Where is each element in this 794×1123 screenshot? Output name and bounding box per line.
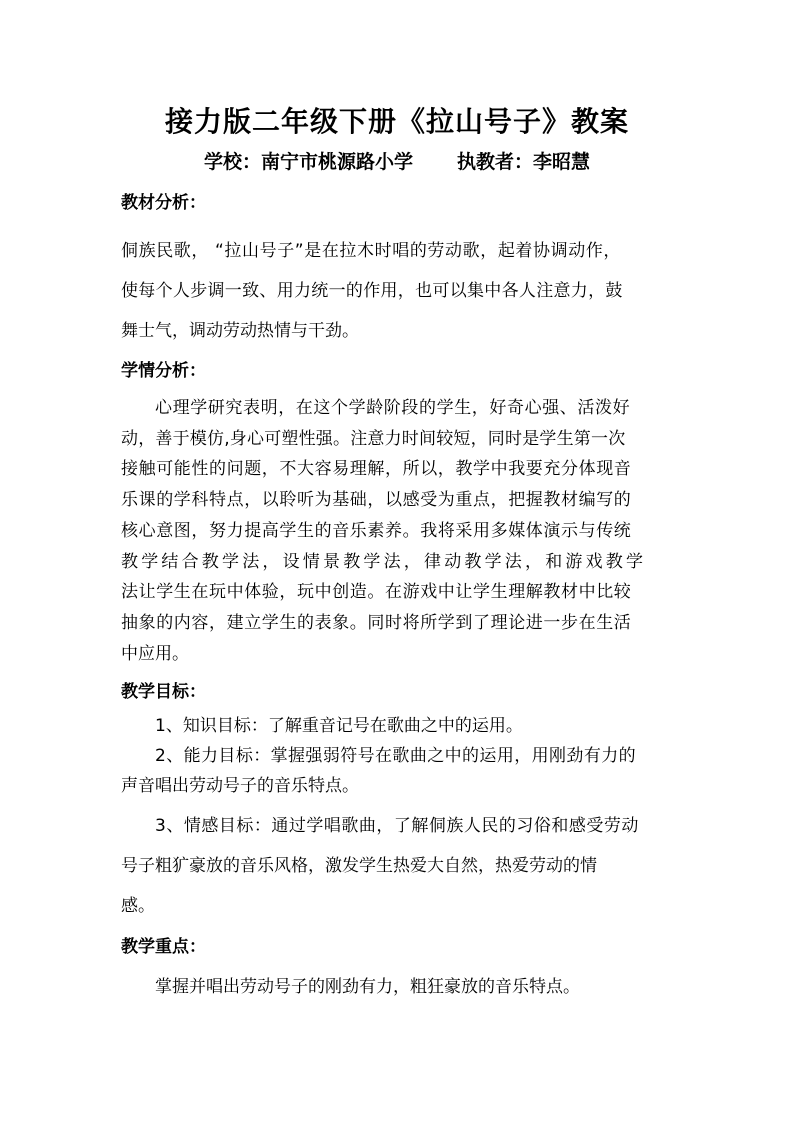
paragraph-line: 舞士气，调动劳动热情与干劲。 — [121, 321, 359, 341]
paragraph-teaching-goals-2 — [121, 806, 681, 926]
paragraph-line: 使每个人步调一致、用力统一的作用，也可以集中各人注意力，鼓 — [121, 281, 623, 301]
heading-teaching-goals: 教学目标： — [121, 682, 206, 702]
heading-teaching-key-points: 教学重点： — [121, 937, 206, 957]
paragraph-line: 核心意图，努力提高学生的音乐素养。我将采用多媒体演示与传统 — [121, 520, 632, 541]
school-label: 学校：南宁市桃源路小学 — [203, 151, 413, 173]
paragraph-material-analysis — [121, 231, 681, 351]
paragraph-line: 声音唱出劳动号子的音乐特点。 — [121, 776, 359, 796]
paragraph-line: 3、情感目标：通过学唱歌曲，了解侗族人民的习俗和感受劳动 — [155, 816, 639, 836]
paragraph-line: 动，善于模仿,身心可塑性强。注意力时间较短，同时是学生第一次 — [121, 428, 626, 449]
paragraph-student-analysis — [121, 393, 681, 669]
paragraph-line: 法让学生在玩中体验，玩中创造。在游戏中让学生理解教材中比较 — [121, 582, 632, 603]
paragraph-line: 心理学研究表明，在这个学龄阶段的学生，好奇心强、活泼好 — [155, 398, 631, 418]
paragraph-line: 抽象的内容，建立学生的表象。同时将所学到了理论进一步在生活 — [121, 612, 632, 633]
document-title: 接力版二年级下册《拉山号子》教案 — [164, 105, 629, 138]
heading-student-analysis: 学情分析： — [121, 361, 206, 381]
paragraph-line: 乐课的学科特点，以聆听为基础，以感受为重点，把握教材编写的 — [121, 490, 632, 511]
teacher-label: 执教者：李昭慧 — [457, 151, 591, 173]
paragraph-line: 1、知识目标：了解重音记号在歌曲之中的运用。 — [155, 716, 523, 736]
paragraph-line: 掌握并唱出劳动号子的刚劲有力，粗狂豪放的音乐特点。 — [155, 977, 580, 997]
paragraph-teaching-goals-1 — [121, 711, 681, 801]
paragraph-line: 中应用。 — [121, 643, 189, 664]
paragraph-line: 感。 — [121, 896, 155, 916]
paragraph-line: 2、能力目标：掌握强弱符号在歌曲之中的运用，用刚劲有力的 — [155, 746, 637, 766]
document-subtitle — [0, 147, 794, 174]
paragraph-line: 教学结合教学法，设情景教学法，律动教学法，和游戏教学 — [121, 551, 647, 572]
paragraph-line: 号子粗犷豪放的音乐风格，激发学生热爱大自然，热爱劳动的情 — [121, 856, 597, 876]
paragraph-line: 接触可能性的问题，不大容易理解，所以，教学中我要充分体现音 — [121, 459, 632, 480]
paragraph-line: 侗族民歌， “拉山号子”是在拉木时唱的劳动歌，起着协调动作， — [121, 241, 622, 261]
paragraph-teaching-key-points — [121, 972, 681, 1002]
heading-material-analysis: 教材分析： — [121, 193, 206, 213]
